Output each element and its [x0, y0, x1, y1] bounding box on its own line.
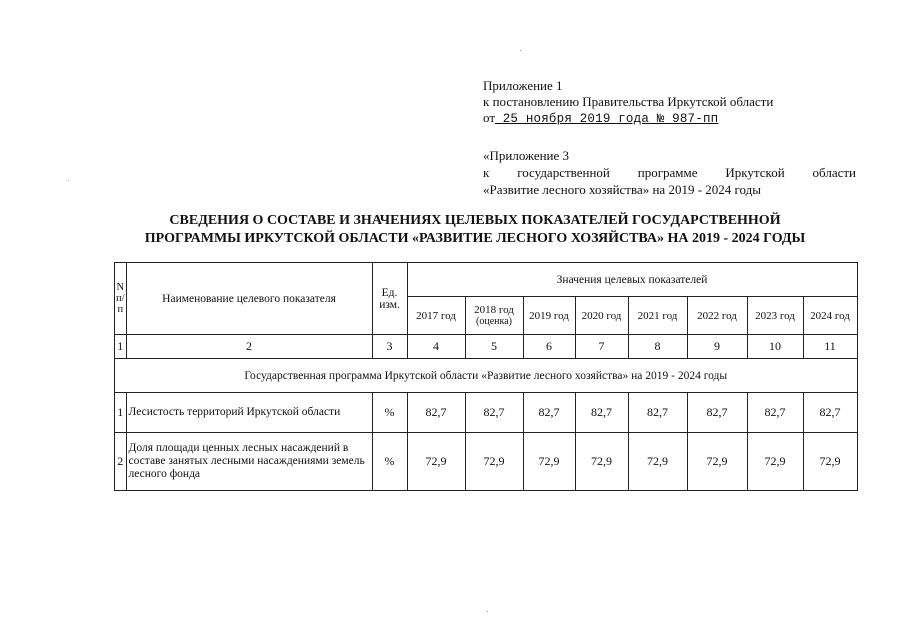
- document-title-line-1: СВЕДЕНИЯ О СОСТАВЕ И ЗНАЧЕНИЯХ ЦЕЛЕВЫХ ПОКАЗАТЕЛЕЙ ГОСУДАРСТВЕННОЙ: [169, 213, 781, 228]
- row-num: 1: [115, 393, 127, 433]
- row-value: 82,7: [628, 393, 687, 433]
- row-value: 82,7: [687, 393, 747, 433]
- indicators-table: [114, 262, 858, 491]
- table-row: [115, 433, 858, 491]
- appendix-1-date-line: [483, 110, 773, 127]
- header-year-label: 2017 год: [416, 309, 456, 322]
- row-unit: %: [372, 433, 407, 491]
- appendix-3-program-name: «Развитие лесного хозяйства» на 2019 - 2024 годы: [483, 182, 762, 197]
- column-number: 5: [465, 335, 523, 359]
- row-value: 72,9: [687, 433, 747, 491]
- table-row: [115, 393, 858, 433]
- appendix-1-date-ref: 25 ноября 2019 года № 987-пп: [495, 112, 719, 126]
- appendix-3-title: «Приложение 3: [483, 148, 570, 163]
- header-year-2023: [747, 297, 803, 335]
- row-value: 72,9: [523, 433, 575, 491]
- scan-speck: [520, 50, 521, 51]
- column-number: 8: [628, 335, 687, 359]
- appendix-1-block: [483, 78, 773, 127]
- appendix-1-date-prefix: от: [483, 110, 496, 125]
- header-year-2022: [687, 297, 747, 335]
- header-year-2019: [523, 297, 575, 335]
- column-number: 2: [126, 335, 372, 359]
- row-num: 2: [115, 433, 127, 491]
- header-values-group: Значения целевых показателей: [407, 263, 857, 297]
- row-value: 72,9: [407, 433, 465, 491]
- appendix-1-resolution: к постановлению Правительства Иркутской области: [483, 94, 774, 109]
- column-number: 10: [747, 335, 803, 359]
- header-year-label: 2019 год: [529, 309, 569, 322]
- row-value: 72,9: [465, 433, 523, 491]
- section-header: Государственная программа Иркутской области «Развитие лесного хозяйства» на 2019 - 2024 годы: [115, 359, 858, 393]
- header-year-label: 2022 год: [697, 309, 737, 322]
- row-value: 82,7: [575, 393, 628, 433]
- appendix-1-title: Приложение 1: [483, 78, 563, 93]
- appendix-3-program: к государственной программе Иркутской области: [483, 165, 856, 180]
- column-number: 7: [575, 335, 628, 359]
- header-unit: Ед. изм.: [372, 263, 407, 335]
- row-value: 82,7: [465, 393, 523, 433]
- row-name: Доля площади ценных лесных насаждений в составе занятых лесными насаждениями земель лесного фонда: [126, 433, 372, 491]
- row-value: 82,7: [803, 393, 857, 433]
- column-number: 3: [372, 335, 407, 359]
- document-title: [95, 212, 855, 248]
- column-number: 11: [803, 335, 857, 359]
- column-numbers-row: [115, 335, 858, 359]
- header-year-label: 2021 год: [637, 309, 678, 322]
- header-num: N п/п: [115, 263, 127, 335]
- row-name: Лесистость территорий Иркутской области: [126, 393, 372, 433]
- header-year-label: 2023 год: [755, 309, 795, 322]
- header-year-2021: [628, 297, 687, 335]
- column-number: 1: [115, 335, 127, 359]
- row-unit: %: [372, 393, 407, 433]
- row-value: 72,9: [628, 433, 687, 491]
- scan-speck: [68, 180, 69, 181]
- row-value: 72,9: [747, 433, 803, 491]
- header-year-label: 2024 год: [810, 309, 850, 322]
- header-year-2018: [465, 297, 523, 335]
- header-name: Наименование целевого показателя: [126, 263, 372, 335]
- column-number: 9: [687, 335, 747, 359]
- header-year-2020: [575, 297, 628, 335]
- scan-speck: [487, 611, 488, 612]
- row-value: 82,7: [523, 393, 575, 433]
- document-title-line-2: ПРОГРАММЫ ИРКУТСКОЙ ОБЛАСТИ «РАЗВИТИЕ ЛЕСНОГО ХОЗЯЙСТВА» НА 2019 - 2024 ГОДЫ: [144, 231, 806, 246]
- column-number: 6: [523, 335, 575, 359]
- header-year-2024: [803, 297, 857, 335]
- row-value: 72,9: [575, 433, 628, 491]
- header-year-label: 2018 год: [474, 304, 514, 316]
- column-number: 4: [407, 335, 465, 359]
- header-year-note: (оценка): [476, 316, 512, 327]
- row-value: 82,7: [407, 393, 465, 433]
- row-value: 72,9: [803, 433, 857, 491]
- row-value: 82,7: [747, 393, 803, 433]
- header-year-label: 2020 год: [581, 309, 622, 322]
- appendix-3-block: [483, 147, 856, 198]
- header-year-2017: [407, 297, 465, 335]
